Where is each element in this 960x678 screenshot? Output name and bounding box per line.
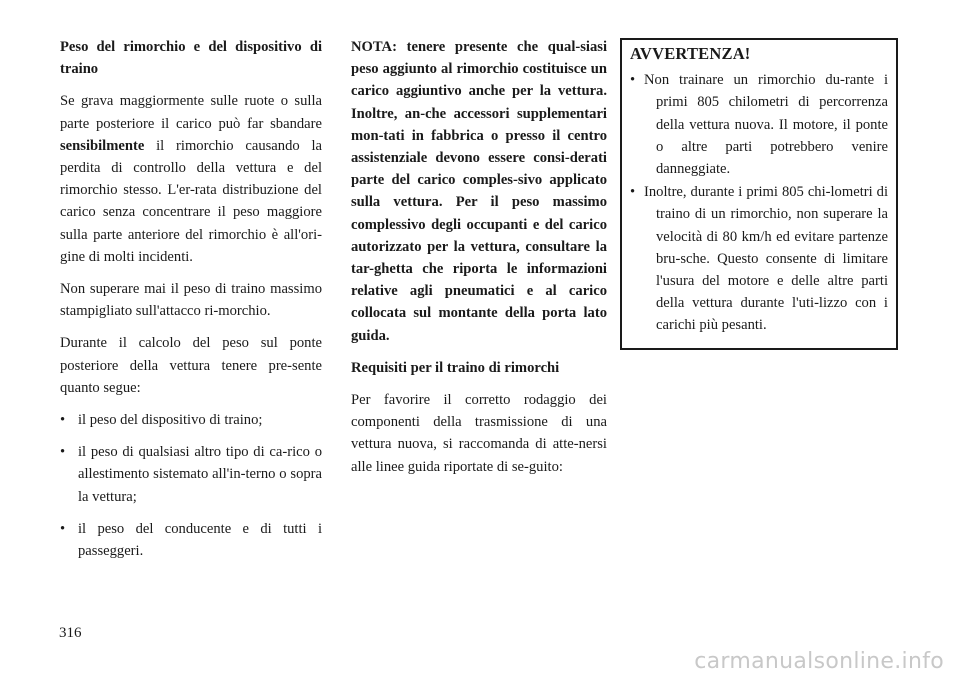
emphasis-text: sensibilmente [60, 137, 145, 154]
para-text: Se grava maggiormente sulle ruote o sulla parte posteriore il carico può far sbandare [60, 93, 322, 132]
list-item: • il peso del dispositivo di traino; [60, 409, 322, 431]
list-item: • il peso di qualsiasi altro tipo di ca-rico o allestimento sistemato all'in-terno o sopra la vettura; [60, 441, 322, 508]
page-number: 316 [59, 625, 82, 641]
watermark: carmanualsonline.info [694, 649, 944, 674]
section-heading-trailer-weight: Peso del rimorchio e del dispositivo di traino [60, 39, 322, 78]
warning-title: AVVERTENZA! [630, 44, 751, 63]
para-text: il rimorchio causando la perdita di controllo della vettura e del rimorchio stesso. L'er-rata distribuzione del carico senza concentrare il peso maggiore sulla parte anteriore del rimorchio è all'ori-gine di molti incidenti. [60, 137, 322, 265]
list-item [630, 181, 888, 336]
list-item: • il peso del conducente e di tutti i passeggeri. [60, 518, 322, 562]
paragraph-axle-calc: Durante il calcolo del peso sul ponte posteriore della vettura tenere pre-sente quanto segue: [60, 335, 322, 396]
warning-text: • Inoltre, durante i primi 805 chi-lometri di traino di un rimorchio, non superare la velocità di 80 km/h ed evitare partenze bru-sche. Questo consente di limitare l'usura del motore e delle altre parti della vettura durante l'uti-lizzo con i carichi più pesanti. [644, 184, 888, 334]
paragraph-load-distribution [60, 90, 322, 268]
paragraph-max-weight: Non superare mai il peso di traino massimo stampigliato sull'attacco ri-morchio. [60, 281, 322, 320]
middle-column [351, 36, 607, 488]
left-column [60, 36, 322, 572]
list-item [630, 69, 888, 180]
warning-text: • Non trainare un rimorchio du-rante i primi 805 chilometri di percorrenza della vettura nuova. Il motore, il ponte o altre parti potrebbero venire danneggiate. [644, 72, 888, 178]
note-paragraph: NOTA: tenere presente che qual-siasi peso aggiunto al rimorchio costituisce un carico aggiuntivo anche per la vettura. Inoltre, an-che accessori supplementari mon-tati in fabbrica o presso il centro assistenziale devono essere consi-derati parte del carico comples-sivo applicato sulla vettura. Per il peso massimo complessivo degli occupanti e del carico autorizzato per la vettura, consultare la tar-ghetta che riporta le informazioni relative agli pneumatici e al carico collocata sul montante della porta lato guida. [351, 39, 607, 344]
warning-bullet-list [630, 69, 888, 336]
paragraph-break-in: Per favorire il corretto rodaggio dei componenti della trasmissione di una vettura nuova, si raccomanda di atte-nersi alle linee guida riportate di se-guito: [351, 392, 607, 475]
weight-bullet-list [60, 409, 322, 562]
warning-box [620, 38, 898, 350]
section-heading-towing-requirements: Requisiti per il traino di rimorchi [351, 359, 560, 376]
